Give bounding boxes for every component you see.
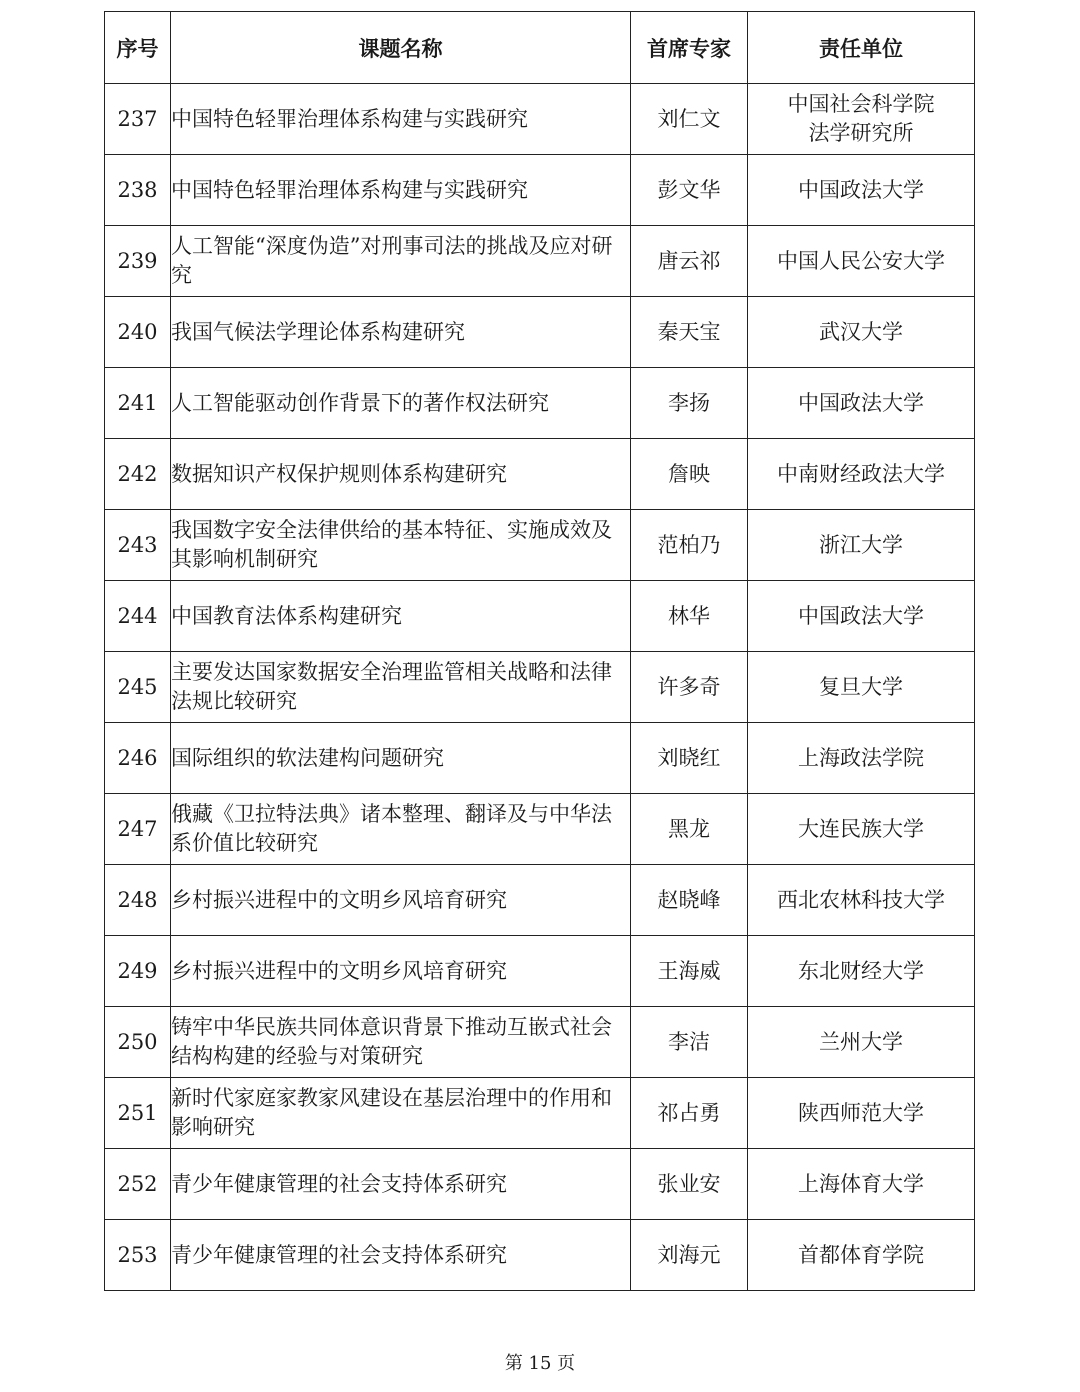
table-row — [105, 1007, 975, 1078]
page-number: 第 15 页 — [504, 1353, 576, 1374]
table-row — [105, 510, 975, 581]
row-unit-cell: 上海政法学院 — [748, 723, 975, 794]
row-index-cell: 248 — [105, 865, 171, 936]
table-row — [105, 1149, 975, 1220]
row-unit-cell: 中国人民公安大学 — [748, 226, 975, 297]
row-index-cell: 238 — [105, 155, 171, 226]
row-unit-cell: 复旦大学 — [748, 652, 975, 723]
row-topic-cell: 主要发达国家数据安全治理监管相关战略和法律法规比较研究 — [171, 652, 631, 723]
row-expert-cell: 刘仁文 — [631, 84, 748, 155]
table-row — [105, 297, 975, 368]
row-topic-cell: 青少年健康管理的社会支持体系研究 — [171, 1149, 631, 1220]
row-unit-cell: 大连民族大学 — [748, 794, 975, 865]
row-topic-cell: 铸牢中华民族共同体意识背景下推动互嵌式社会结构构建的经验与对策研究 — [171, 1007, 631, 1078]
row-index-cell: 237 — [105, 84, 171, 155]
table-row — [105, 865, 975, 936]
row-unit-cell: 武汉大学 — [748, 297, 975, 368]
row-expert-cell: 张业安 — [631, 1149, 748, 1220]
row-unit-cell: 首都体育学院 — [748, 1220, 975, 1291]
table-row — [105, 1220, 975, 1291]
row-expert-cell: 李扬 — [631, 368, 748, 439]
row-index-cell: 249 — [105, 936, 171, 1007]
row-index-cell: 245 — [105, 652, 171, 723]
header-unit: 责任单位 — [748, 12, 975, 84]
row-index-cell: 244 — [105, 581, 171, 652]
row-unit-cell: 浙江大学 — [748, 510, 975, 581]
header-expert: 首席专家 — [631, 12, 748, 84]
row-topic-cell: 我国数字安全法律供给的基本特征、实施成效及其影响机制研究 — [171, 510, 631, 581]
row-unit-cell: 中国社会科学院 法学研究所 — [748, 84, 975, 155]
row-topic-cell: 数据知识产权保护规则体系构建研究 — [171, 439, 631, 510]
header-topic: 课题名称 — [171, 12, 631, 84]
row-topic-cell: 人工智能驱动创作背景下的著作权法研究 — [171, 368, 631, 439]
row-topic-cell: 乡村振兴进程中的文明乡风培育研究 — [171, 865, 631, 936]
row-unit-cell: 中南财经政法大学 — [748, 439, 975, 510]
row-unit-cell: 中国政法大学 — [748, 155, 975, 226]
row-expert-cell: 刘晓红 — [631, 723, 748, 794]
row-topic-cell: 中国教育法体系构建研究 — [171, 581, 631, 652]
table-row — [105, 439, 975, 510]
row-index-cell: 241 — [105, 368, 171, 439]
row-expert-cell: 林华 — [631, 581, 748, 652]
project-table — [104, 11, 975, 1291]
row-index-cell: 253 — [105, 1220, 171, 1291]
row-unit-cell: 中国政法大学 — [748, 368, 975, 439]
row-index-cell: 250 — [105, 1007, 171, 1078]
table-row — [105, 723, 975, 794]
row-topic-cell: 乡村振兴进程中的文明乡风培育研究 — [171, 936, 631, 1007]
row-topic-cell: 青少年健康管理的社会支持体系研究 — [171, 1220, 631, 1291]
row-expert-cell: 詹映 — [631, 439, 748, 510]
row-topic-cell: 中国特色轻罪治理体系构建与实践研究 — [171, 155, 631, 226]
row-unit-cell: 东北财经大学 — [748, 936, 975, 1007]
header-index: 序号 — [105, 12, 171, 84]
row-index-cell: 252 — [105, 1149, 171, 1220]
row-expert-cell: 唐云祁 — [631, 226, 748, 297]
table-row — [105, 581, 975, 652]
row-expert-cell: 刘海元 — [631, 1220, 748, 1291]
row-topic-cell: 俄藏《卫拉特法典》诸本整理、翻译及与中华法系价值比较研究 — [171, 794, 631, 865]
row-index-cell: 251 — [105, 1078, 171, 1149]
table-row — [105, 1078, 975, 1149]
row-expert-cell: 彭文华 — [631, 155, 748, 226]
row-expert-cell: 秦天宝 — [631, 297, 748, 368]
row-unit-cell: 西北农林科技大学 — [748, 865, 975, 936]
row-unit-cell: 上海体育大学 — [748, 1149, 975, 1220]
row-topic-cell: 我国气候法学理论体系构建研究 — [171, 297, 631, 368]
row-index-cell: 240 — [105, 297, 171, 368]
table-body — [105, 84, 975, 1291]
row-index-cell: 239 — [105, 226, 171, 297]
table-row — [105, 84, 975, 155]
row-index-cell: 247 — [105, 794, 171, 865]
table-row — [105, 652, 975, 723]
table-header-row — [105, 12, 975, 84]
row-index-cell: 242 — [105, 439, 171, 510]
row-index-cell: 243 — [105, 510, 171, 581]
row-topic-cell: 中国特色轻罪治理体系构建与实践研究 — [171, 84, 631, 155]
row-expert-cell: 李洁 — [631, 1007, 748, 1078]
table-row — [105, 368, 975, 439]
row-topic-cell: 人工智能“深度伪造”对刑事司法的挑战及应对研究 — [171, 226, 631, 297]
row-expert-cell: 王海威 — [631, 936, 748, 1007]
row-expert-cell: 许多奇 — [631, 652, 748, 723]
row-expert-cell: 赵晓峰 — [631, 865, 748, 936]
row-topic-cell: 新时代家庭家教家风建设在基层治理中的作用和影响研究 — [171, 1078, 631, 1149]
table-row — [105, 226, 975, 297]
row-expert-cell: 祁占勇 — [631, 1078, 748, 1149]
row-expert-cell: 范柏乃 — [631, 510, 748, 581]
row-unit-cell: 陕西师范大学 — [748, 1078, 975, 1149]
table-row — [105, 936, 975, 1007]
table-row — [105, 794, 975, 865]
row-expert-cell: 黑龙 — [631, 794, 748, 865]
table-row — [105, 155, 975, 226]
row-topic-cell: 国际组织的软法建构问题研究 — [171, 723, 631, 794]
row-unit-cell: 兰州大学 — [748, 1007, 975, 1078]
row-index-cell: 246 — [105, 723, 171, 794]
row-unit-cell: 中国政法大学 — [748, 581, 975, 652]
